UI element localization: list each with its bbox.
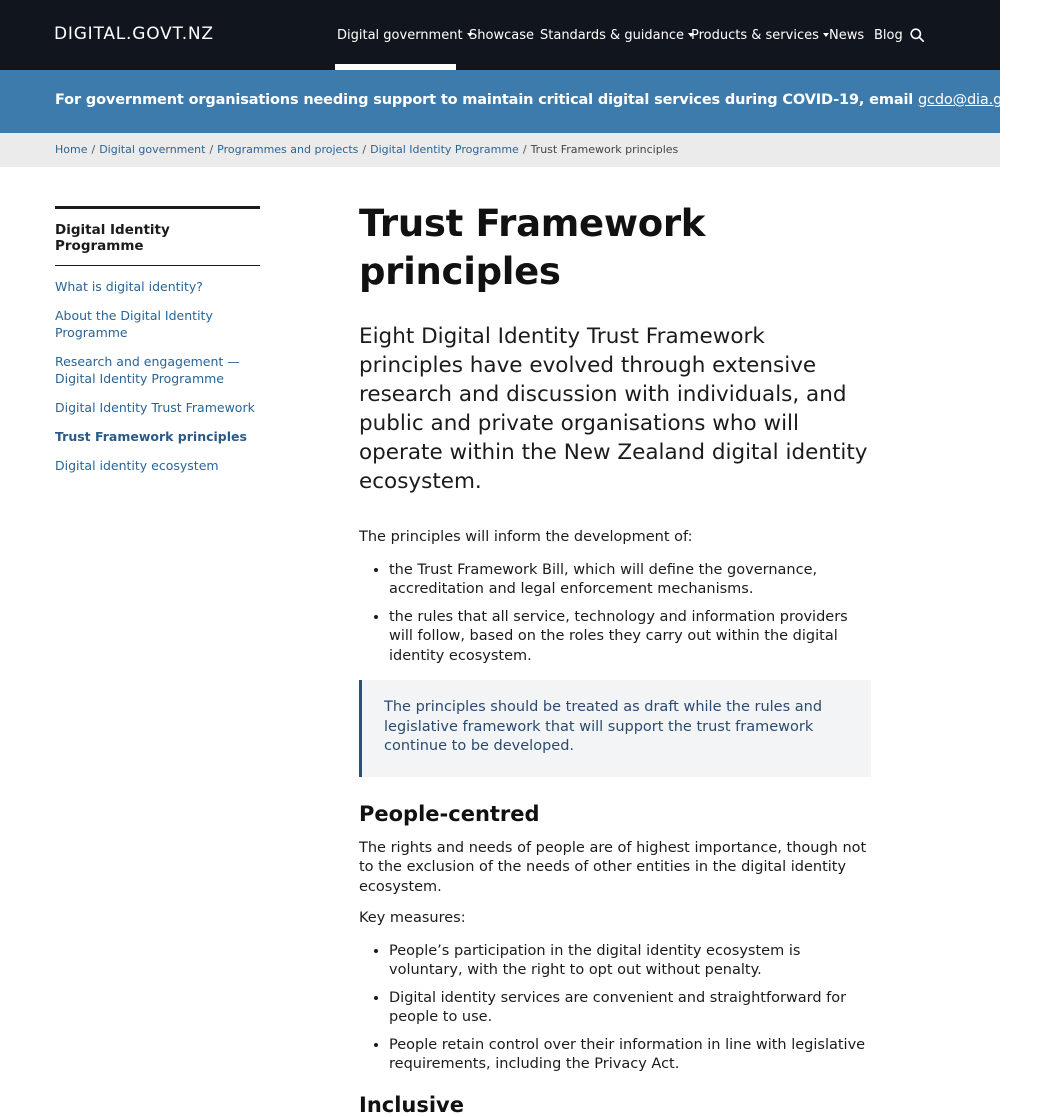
list-item: • Digital identity services are convenient and straightforward for people to use. — [389, 989, 871, 1028]
nav-label: Showcase — [469, 28, 534, 43]
sidebar-item-research-engagement[interactable]: Research and engagement — Digital Identity Programme — [55, 354, 240, 386]
breadcrumb-separator: / — [209, 143, 214, 156]
nav-label: Digital government — [337, 28, 463, 43]
banner-email-link[interactable]: gcdo@dia.govt.nz — [918, 92, 1046, 108]
page-title: Trust Framework principles — [359, 202, 706, 293]
nav-showcase[interactable] — [469, 28, 534, 43]
key-measures-label: Key measures: — [359, 910, 466, 926]
site-logo[interactable]: DIGITAL.GOVT.NZ — [54, 24, 214, 44]
list-item: • the Trust Framework Bill, which will define the governance, accreditation and legal enforcement mechanisms. — [389, 561, 871, 600]
section-heading-inclusive: Inclusive — [359, 1092, 464, 1117]
sidebar-item-trust-framework-principles[interactable]: Trust Framework principles — [55, 429, 247, 444]
lead-paragraph: Eight Digital Identity Trust Framework principles have evolved through extensive research and discussion with individuals, and public and private organisations who will operate within the New Zealand digital identity ecosystem. — [359, 324, 868, 494]
breadcrumb-separator: / — [91, 143, 96, 156]
site-header — [0, 0, 1000, 70]
breadcrumb — [55, 143, 678, 156]
inform-list — [359, 561, 871, 667]
list-item: • the rules that all service, technology and information providers will follow, based on the roles they carry out within the digital identity ecosystem. — [389, 608, 871, 667]
main-content — [359, 200, 871, 1117]
breadcrumb-digital-identity-programme[interactable]: Digital Identity Programme — [370, 143, 519, 156]
section-heading-people-centred: People-centred — [359, 801, 540, 826]
sidebar-item-digital-identity-ecosystem[interactable]: Digital identity ecosystem — [55, 458, 219, 473]
nav-standards-guidance[interactable] — [540, 28, 694, 43]
breadcrumb-digital-government[interactable]: Digital government — [99, 143, 206, 156]
inform-intro: The principles will inform the development of: — [359, 529, 693, 545]
breadcrumb-current: Trust Framework principles — [530, 143, 679, 156]
section-body: The rights and needs of people are of highest importance, though not to the exclusion of the needs of other entities in the digital identity ecosystem. — [359, 839, 867, 895]
sidebar-list — [55, 278, 260, 474]
breadcrumb-home[interactable]: Home — [55, 143, 88, 156]
sidebar-heading[interactable]: Digital Identity Programme — [55, 209, 260, 266]
sidebar-item-about-programme[interactable]: About the Digital Identity Programme — [55, 308, 213, 340]
nav-label: Standards & guidance — [540, 28, 685, 43]
draft-callout: The principles should be treated as draft while the rules and legislative framework that will support the trust framework continue to be developed. — [359, 680, 871, 777]
sidebar-nav — [55, 206, 260, 486]
breadcrumb-separator: / — [362, 143, 367, 156]
nav-blog[interactable] — [874, 28, 903, 43]
nav-label: Products & services — [691, 28, 819, 43]
nav-label: Blog — [874, 28, 903, 43]
banner-message: For government organisations needing support to maintain critical digital services during COVID-19, email — [55, 92, 918, 108]
sidebar-item-what-is-digital-identity[interactable]: What is digital identity? — [55, 279, 203, 294]
key-measures-list — [359, 942, 871, 1075]
search-icon[interactable] — [910, 28, 924, 42]
nav-news[interactable] — [829, 28, 864, 43]
covid-banner — [0, 70, 1046, 133]
nav-products-services[interactable] — [691, 28, 829, 43]
list-item: • People’s participation in the digital identity ecosystem is voluntary, with the right to opt out without penalty. — [389, 942, 871, 981]
list-item: • People retain control over their information in line with legislative requirements, including the Privacy Act. — [389, 1036, 871, 1075]
banner-text — [55, 92, 1046, 108]
nav-digital-government[interactable] — [337, 28, 473, 43]
sidebar-item-trust-framework[interactable]: Digital Identity Trust Framework — [55, 400, 255, 415]
breadcrumb-bar — [0, 133, 1000, 167]
breadcrumb-separator: / — [522, 143, 527, 156]
breadcrumb-programmes-projects[interactable]: Programmes and projects — [217, 143, 359, 156]
chevron-down-icon — [823, 33, 829, 37]
nav-label: News — [829, 28, 865, 43]
